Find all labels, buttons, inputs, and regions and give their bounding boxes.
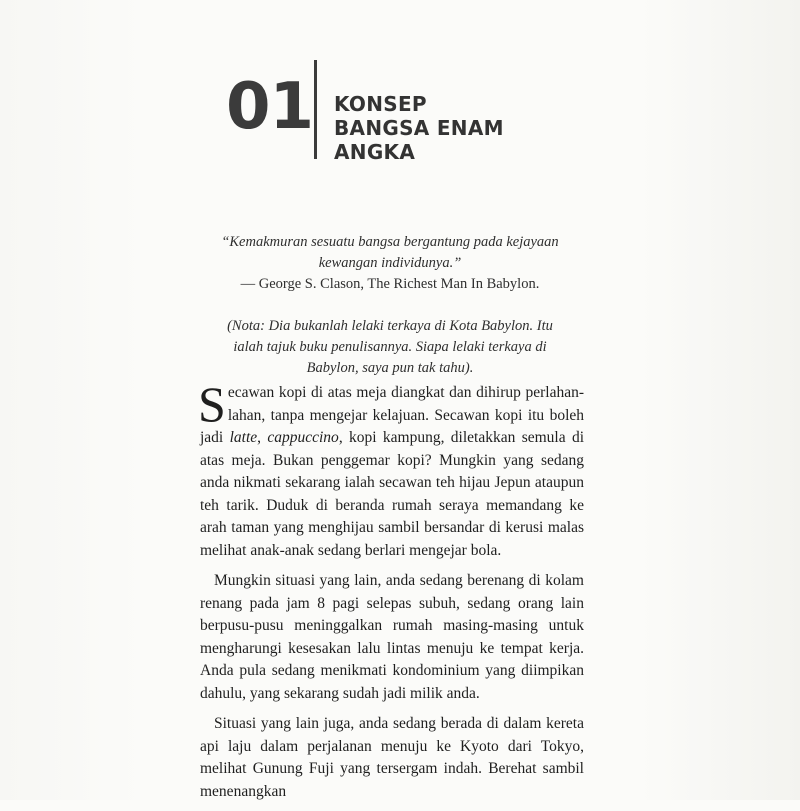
epigraph [200,232,580,295]
chapter-divider [314,60,317,159]
paragraph-1-italic-latte: latte [229,429,258,446]
chapter-header [0,0,800,200]
paragraph-3: Situasi yang lain juga, anda sedang berada di dalam kereta api laju dalam perjalanan menuju ke Kyoto dari Tokyo, melihat Gunung Fuji yang tersergam indah. Berehat sambil menenangkan [200,715,584,800]
chapter-number: 01 [226,70,314,144]
drop-cap: S [198,376,226,432]
epigraph-quote: “Kemakmuran sesuatu bangsa bergantung pada kejayaan kewangan individunya.” [221,234,559,271]
paragraph-2: Mungkin situasi yang lain, anda sedang berenang di kolam renang pada jam 8 pagi selepas subuh, sedang orang lain berpusu-pusu meninggalkan rumah masing-masing untuk mengharungi kesesakan lalu lintas menuju ke tempat kerja. Anda pula sedang menikmati kondominium yang diimpikan dahulu, yang sekarang sudah jadi milik anda. [200,572,584,702]
epigraph-attribution: — George S. Clason, The Richest Man In Babylon. [240,276,540,292]
chapter-title: KONSEP BANGSA ENAM ANGKA [334,92,504,164]
paragraph-1-text-a: ecawan kopi di atas meja diangkat dan dihirup perlahan-lahan, tanpa mengejar kelajuan. Secawan kopi itu boleh jadi [200,384,584,446]
author-note: (Nota: Dia bukanlah lelaki terkaya di Kota Babylon. Itu ialah tajuk buku penulisannya. Siapa lelaki terkaya di Babylon, saya pun tak tahu). [227,318,553,376]
paragraph-1-separator: , [257,429,268,446]
paragraph-1-italic-cappuccino: cappuccino [267,429,339,446]
paragraph-1-text-b: , kopi kampung, diletakkan semula di atas meja. Bukan penggemar kopi? Mungkin yang sedang anda nikmati sekarang ialah secawan teh hijau Jepun ataupun teh tarik. Duduk di beranda rumah seraya memandang ke arah taman yang menghijau sambil bersandar di kerusi malas melihat anak-anak sedang berlari mengejar bola. [200,429,584,559]
paragraph-1 [198,376,584,562]
body-text [198,376,584,811]
